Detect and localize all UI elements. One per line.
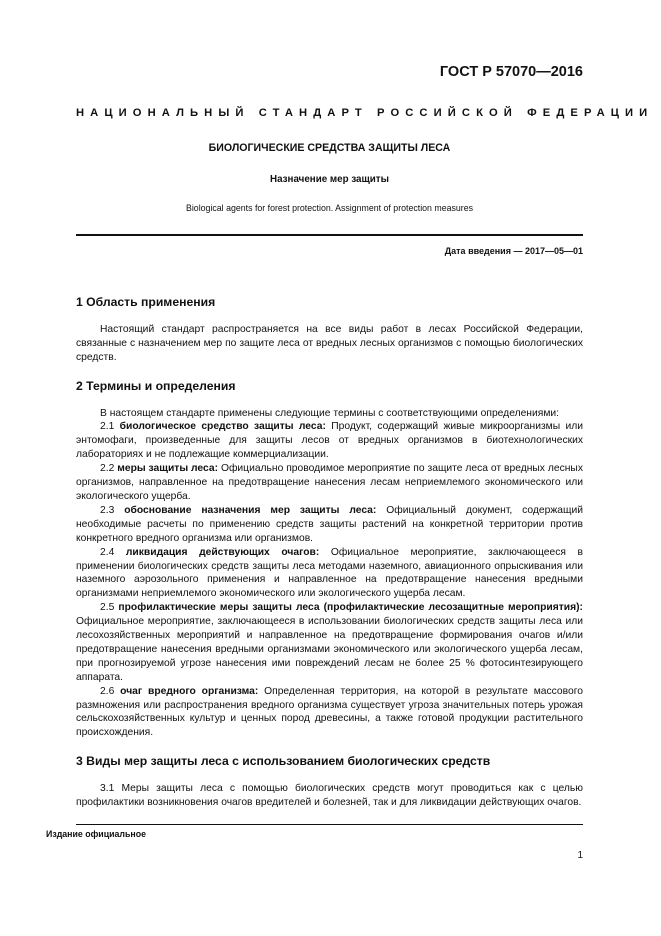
section-3-heading: 3 Виды мер защиты леса с использованием биологических средств [76, 754, 491, 769]
national-standard-heading: НАЦИОНАЛЬНЫЙ СТАНДАРТ РОССИЙСКОЙ ФЕДЕРАЦИИ [76, 107, 654, 119]
header-divider [76, 234, 583, 236]
term-definition: Продукт, содержащий живые микроорганизмы или энтомофаги, произведенные для защиты лесов от вредных организмов в биотехнологических лабораториях и не подлежащие коммерциализации. [76, 421, 583, 461]
term-number: 2.6 [100, 685, 115, 697]
term-number: 2.1 [100, 421, 115, 433]
section-2-intro: В настоящем стандарте применены следующие термины с соответствующими определениями: [100, 407, 560, 419]
term-definition: Официальное мероприятие, заключающееся в применении биологических средств защиты леса методами наземного, авиационного опрыскивания или наземного аэрозольного применения и направленное на предотвращение нанесения вредными организмами неприемлемого экономического или экологического ущерба лесам. [76, 546, 583, 600]
section-2-heading: 2 Термины и определения [76, 378, 236, 393]
term-name: ликвидация действующих очагов: [125, 546, 320, 558]
gost-number: ГОСТ Р 57070—2016 [439, 64, 583, 80]
term-2-3 [76, 504, 583, 546]
document-body [76, 296, 583, 810]
introduction-date: Дата введения — 2017—05—01 [444, 246, 583, 256]
term-2-6 [76, 685, 583, 741]
term-name: меры защиты леса: [117, 463, 219, 475]
document-subtitle: Назначение мер защиты [270, 174, 389, 185]
term-definition: Официальное мероприятие, заключающееся в использовании биологических средств защиты леса или лесохозяйственных мероприятий и направленное на предотвращение формирования очагов и/или предотвращение нанесения вредными организмами экономического или экологического ущерба лесам, при прогнозируемой угрозе нанесения ими повреждений лесам не более 25 % фотосинтезирующего аппарата. [76, 616, 583, 683]
page-number: 1 [577, 850, 583, 861]
section-1-text: Настоящий стандарт распространяется на все виды работ в лесах Российской Федерации, связанные с назначением мер по защите леса от вредных лесных организмов с помощью биологических средств. [76, 323, 583, 363]
section-1-heading: 1 Область применения [76, 295, 216, 309]
term-2-2 [76, 462, 583, 504]
english-title: Biological agents for forest protection. Assignment of protection measures [185, 203, 474, 213]
term-name: профилактические меры защиты леса (профилактические лесозащитные мероприятия): [118, 602, 583, 614]
term-definition: Официальный документ, содержащий необходимые расчеты по применению средств защиты растений на конкретной территории против конкретного вредного организма или организмов. [76, 504, 583, 544]
footer-divider [76, 824, 583, 825]
term-number: 2.2 [100, 463, 115, 475]
term-number: 2.4 [100, 546, 115, 558]
term-2-4 [76, 546, 583, 602]
section-3-text: 3.1 Меры защиты леса с помощью биологических средств могут проводиться как с целью профилактики возникновения очагов вредителей и болезней, так и для ликвидации действующих очагов. [76, 783, 583, 809]
term-number: 2.5 [100, 602, 115, 614]
document-title: БИОЛОГИЧЕСКИЕ СРЕДСТВА ЗАЩИТЫ ЛЕСА [208, 142, 451, 154]
term-2-1 [76, 420, 583, 462]
term-name: обоснование назначения мер защиты леса: [124, 504, 377, 516]
term-number: 2.3 [100, 504, 115, 516]
term-name: очаг вредного организма: [120, 685, 259, 697]
edition-label: Издание официальное [46, 829, 146, 839]
term-definition: Официально проводимое мероприятие по защите леса от вредных лесных организмов, направленное на предотвращение нанесения лесам неприемлемого экономического или экологического ущерба. [76, 463, 583, 502]
term-2-5 [76, 601, 583, 684]
term-name: биологическое средство защиты леса: [119, 421, 326, 433]
term-definition: Определенная территория, на которой в результате массового размножения или распространения вредного организма существует угроза значительных потерь урожая сельскохозяйственных культур и ценных пород древесины, а также готовой продукции растительного происхождения. [76, 685, 583, 739]
